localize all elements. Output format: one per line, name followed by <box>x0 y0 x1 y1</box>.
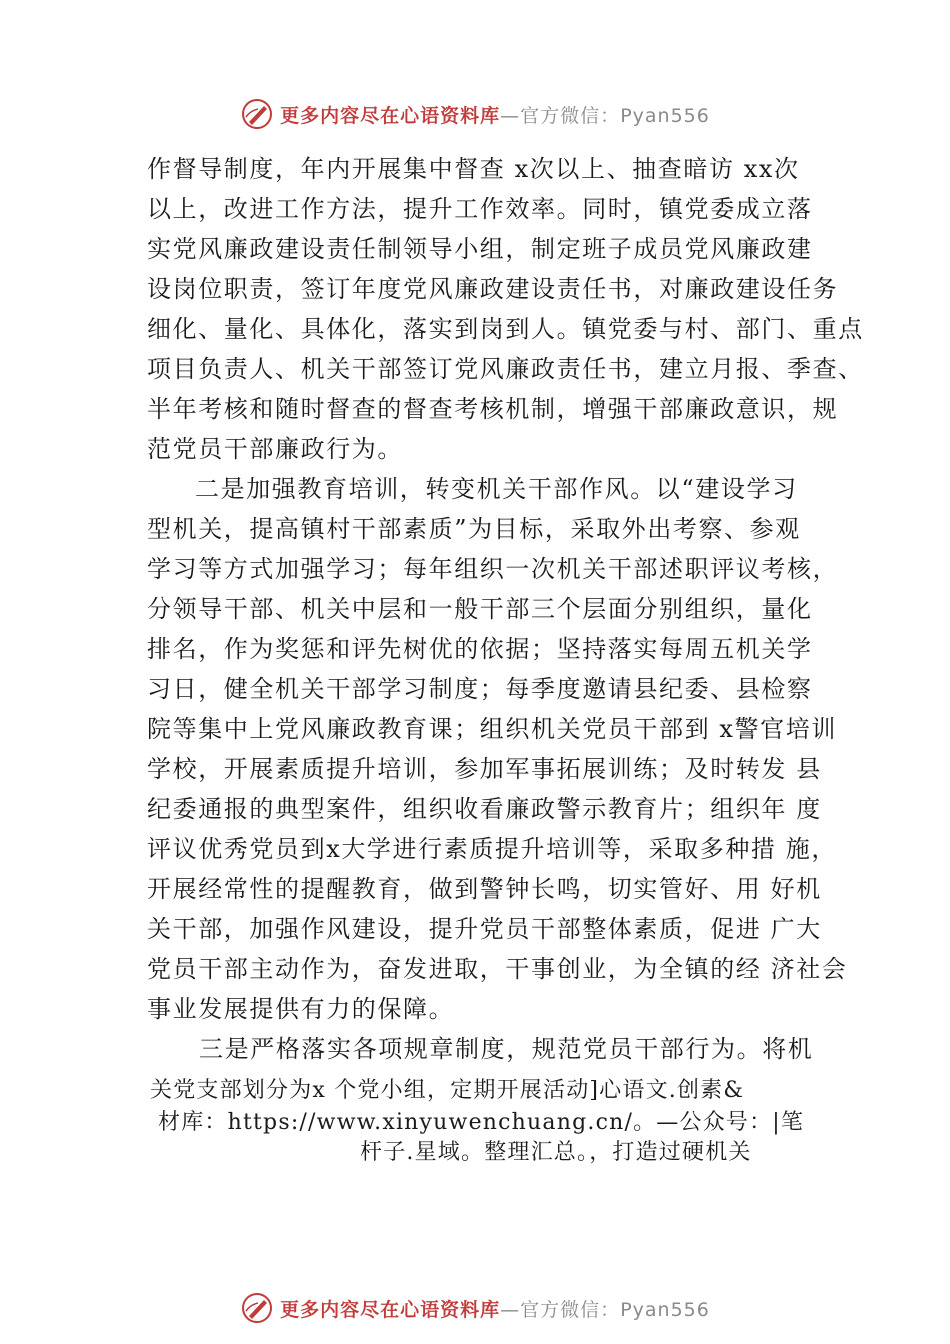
text-line: 作督导制度，年内开展集中督查 x次以上、抽查暗访 xx次 <box>147 155 800 183</box>
text-line: 学校，开展素质提升培训，参加军事拓展训练；及时转发 县 <box>147 755 822 783</box>
text-line: 纪委通报的典型案件，组织收看廉政警示教育片；组织年 度 <box>147 795 822 823</box>
text-line: 三是严格落实各项规章制度，规范党员干部行为。将机 <box>199 1035 814 1063</box>
text-line: 评议优秀党员到x大学进行素质提升培训等，采取多种措 施， <box>147 835 837 863</box>
text-line: 实党风廉政建设责任制领导小组，制定班子成员党风廉政建 <box>147 235 813 263</box>
text-line: 习日，健全机关干部学习制度；每季度邀请县纪委、县检察 <box>147 675 813 703</box>
text-line: 党员干部主动作为，奋发进取，干事创业，为全镇的经 济社会 <box>147 955 848 983</box>
text-line: 院等集中上党风廉政教育课；组织机关党员干部到 x警官培训 <box>147 715 837 743</box>
text-line: 半年考核和随时督查的督查考核机制，增强干部廉政意识，规 <box>147 395 839 423</box>
text-line: 设岗位职责，签订年度党风廉政建设责任书，对廉政建设任务 <box>147 275 839 303</box>
pen-logo-icon <box>240 1291 274 1325</box>
text-line: 关党支部划分为x 个党小组，定期开展活动]心语文.创素& <box>150 1078 745 1103</box>
text-line: 细化、量化、具体化，落实到岗到人。镇党委与村、部门、重点 <box>147 315 864 343</box>
text-line: 以上，改进工作方法，提升工作效率。同时，镇党委成立落 <box>147 195 813 223</box>
text-line: 排名，作为奖惩和评先树优的依据；坚持落实每周五机关学 <box>147 635 813 663</box>
text-line: 学习等方式加强学习；每年组织一次机关干部述职评议考核， <box>147 555 839 583</box>
text-line: 二是加强教育培训，转变机关干部作风。以“建设学习 <box>195 475 798 503</box>
watermark-banner-bottom <box>0 1288 950 1328</box>
text-line: 项目负责人、机关干部签订党风廉政责任书，建立月报、季查、 <box>147 355 864 383</box>
text-line: 开展经常性的提醒教育，做到警钟长鸣，切实管好、用 好机 <box>147 875 822 903</box>
watermark-text: 更多内容尽在心语资料库—官方微信：Pyan556 <box>280 1298 710 1321</box>
watermark-text: 更多内容尽在心语资料库—官方微信：Pyan556 <box>280 104 710 127</box>
text-line: 分领导干部、机关中层和一般干部三个层面分别组织，量化 <box>147 595 813 623</box>
text-line: 范党员干部廉政行为。 <box>147 435 403 463</box>
text-line: 杆子.星域。整理汇总。，打造过硬机关 <box>360 1140 752 1165</box>
text-line: 事业发展提供有力的保障。 <box>147 995 455 1023</box>
watermark-banner-top <box>0 94 950 134</box>
text-line: 材库：https://www.xinyuwenchuang.cn/。—公众号：|笔 <box>158 1110 805 1135</box>
pen-logo-icon <box>240 97 274 131</box>
text-line: 关干部，加强作风建设，提升党员干部整体素质，促进 广大 <box>147 915 822 943</box>
text-line: 型机关，提高镇村干部素质”为目标，采取外出考察、参观 <box>147 515 801 543</box>
